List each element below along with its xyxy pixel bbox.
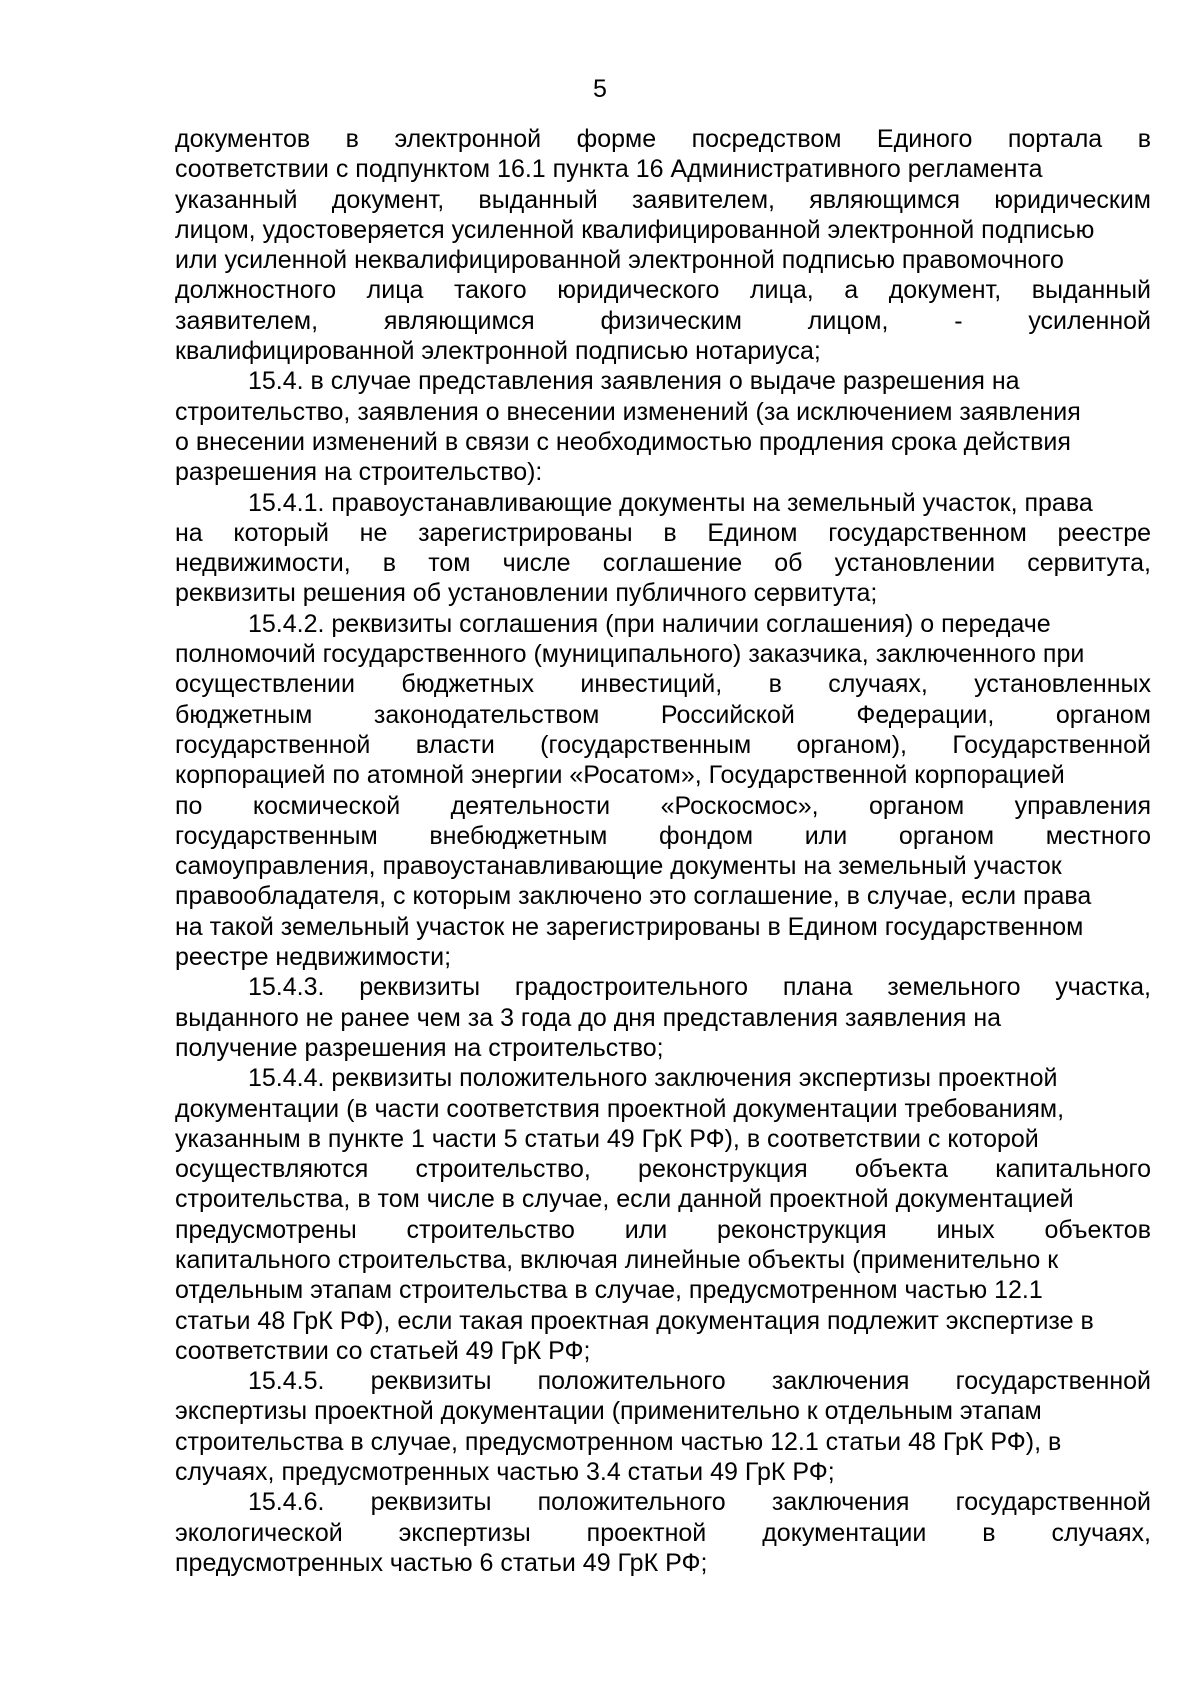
- text-line: получение разрешения на строительство;: [175, 1033, 664, 1062]
- text-line: реестре недвижимости;: [175, 943, 452, 972]
- text-line: 15.4. в случае представления заявления о выдаче разрешения на: [248, 367, 1020, 396]
- text-line: 15.4.4. реквизиты положительного заключения экспертизы проектной: [248, 1064, 1058, 1093]
- text-line: строительство, заявления о внесении изменений (за исключением заявления: [175, 397, 1081, 426]
- text-line: полномочий государственного (муниципального) заказчика, заключенного при: [175, 640, 1085, 669]
- text-line: квалифицированной электронной подписью нотариуса;: [175, 337, 821, 366]
- text-line: по космической деятельности «Роскосмос», органом управления: [175, 791, 1151, 820]
- text-line: осуществляются строительство, реконструкция объекта капитального: [175, 1155, 1151, 1184]
- text-line: реквизиты решения об установлении публичного сервитута;: [175, 579, 878, 608]
- text-line: на который не зарегистрированы в Едином государственном реестре: [175, 518, 1151, 547]
- paragraph-item-15-4-4: [175, 1063, 1151, 1366]
- text-line: строительства, в том числе в случае, если данной проектной документацией: [175, 1185, 1074, 1214]
- text-line: заявителем, являющимся физическим лицом, - усиленной: [175, 306, 1151, 335]
- text-line: осуществлении бюджетных инвестиций, в случаях, установленных: [175, 670, 1151, 699]
- text-line: 15.4.1. правоустанавливающие документы на земельный участок, права: [248, 488, 1093, 517]
- text-line: лицом, удостоверяется усиленной квалифицированной электронной подписью: [175, 215, 1095, 244]
- paragraph-item-15-4-2: [175, 609, 1151, 973]
- text-line: указанный документ, выданный заявителем, являющимся юридическим: [175, 185, 1151, 214]
- text-line: или усиленной неквалифицированной электронной подписью правомочного: [175, 246, 1064, 275]
- paragraph-item-15-4: [175, 366, 1151, 487]
- text-line: предусмотренных частью 6 статьи 49 ГрК РФ;: [175, 1548, 708, 1577]
- text-line: статьи 48 ГрК РФ), если такая проектная документация подлежит экспертизе в: [175, 1306, 1094, 1335]
- text-line: капитального строительства, включая линейные объекты (применительно к: [175, 1245, 1059, 1274]
- text-line: 15.4.5. реквизиты положительного заключения государственной: [248, 1367, 1151, 1396]
- text-line: экспертизы проектной документации (применительно к отдельным этапам: [175, 1397, 1042, 1426]
- text-line: документов в электронной форме посредством Единого портала в: [175, 125, 1151, 153]
- text-line: документации (в части соответствия проектной документации требованиям,: [175, 1094, 1065, 1123]
- text-line: правообладателя, с которым заключено это соглашение, в случае, если права: [175, 882, 1092, 911]
- paragraph-item-15-4-3: [175, 972, 1151, 1063]
- text-line: экологической экспертизы проектной документации в случаях,: [175, 1518, 1151, 1547]
- text-line: недвижимости, в том числе соглашение об установлении сервитута,: [175, 549, 1151, 578]
- paragraph-item-15-4-6: [175, 1487, 1151, 1578]
- page-number: 5: [593, 75, 607, 103]
- text-line: 15.4.2. реквизиты соглашения (при наличии соглашения) о передаче: [248, 609, 1051, 638]
- text-line: случаях, предусмотренных частью 3.4 статьи 49 ГрК РФ;: [175, 1458, 835, 1487]
- text-line: самоуправления, правоустанавливающие документы на земельный участок: [175, 852, 1062, 881]
- text-line: на такой земельный участок не зарегистрированы в Едином государственном: [175, 912, 1084, 941]
- text-line: корпорацией по атомной энергии «Росатом», Государственной корпорацией: [175, 761, 1065, 790]
- document-body: [175, 124, 1151, 1578]
- text-line: строительства в случае, предусмотренном частью 12.1 статьи 48 ГрК РФ), в: [175, 1427, 1062, 1456]
- paragraph-intro-continuation: [175, 124, 1151, 366]
- paragraph-item-15-4-5: [175, 1366, 1151, 1487]
- text-line: должностного лица такого юридического лица, а документ, выданный: [175, 276, 1151, 305]
- text-line: соответствии с подпунктом 16.1 пункта 16 Административного регламента: [175, 155, 1043, 184]
- paragraph-item-15-4-1: [175, 488, 1151, 609]
- text-line: 15.4.6. реквизиты положительного заключения государственной: [248, 1488, 1151, 1517]
- text-line: отдельным этапам строительства в случае, предусмотренном частью 12.1: [175, 1276, 1043, 1305]
- text-line: государственной власти (государственным органом), Государственной: [175, 730, 1151, 759]
- text-line: соответствии со статьей 49 ГрК РФ;: [175, 1336, 591, 1365]
- text-line: выданного не ранее чем за 3 года до дня представления заявления на: [175, 1003, 1002, 1032]
- text-line: указанным в пункте 1 части 5 статьи 49 ГрК РФ), в соответствии с которой: [175, 1124, 1039, 1153]
- text-line: 15.4.3. реквизиты градостроительного плана земельного участка,: [248, 973, 1151, 1002]
- text-line: о внесении изменений в связи с необходимостью продления срока действия: [175, 427, 1071, 456]
- text-line: бюджетным законодательством Российской Федерации, органом: [175, 700, 1151, 729]
- text-line: государственным внебюджетным фондом или органом местного: [175, 821, 1151, 850]
- text-line: разрешения на строительство):: [175, 458, 543, 487]
- text-line: предусмотрены строительство или реконструкция иных объектов: [175, 1215, 1151, 1244]
